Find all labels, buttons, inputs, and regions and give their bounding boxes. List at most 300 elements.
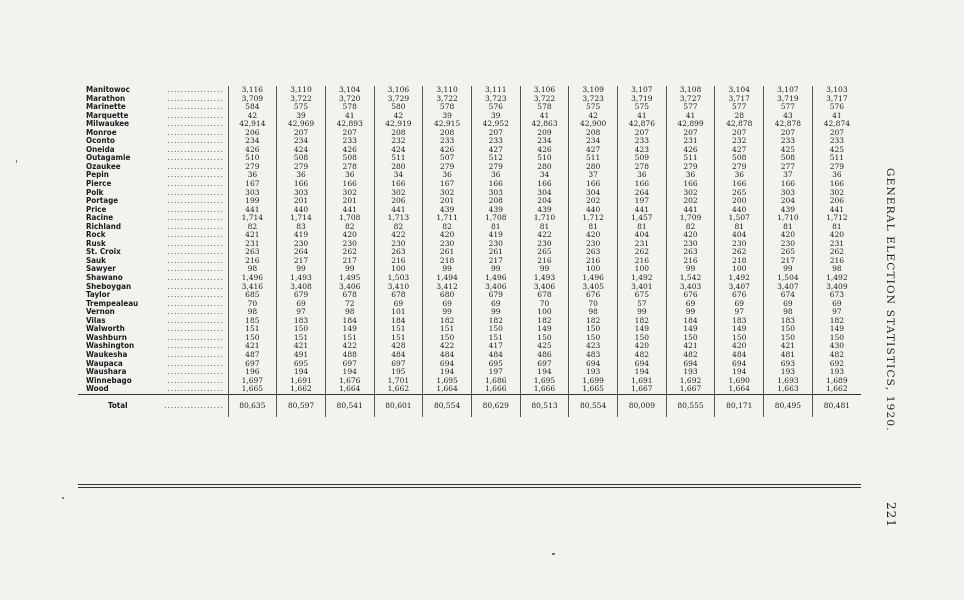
county-name-cell [78,103,228,112]
vote-count-cell: 3,104 [325,86,374,95]
dot-leader: ................. [167,120,224,129]
vote-count-cell: 183 [277,317,326,326]
county-name-cell [78,171,228,180]
table-row [78,240,861,249]
vote-count-cell: 98 [325,308,374,317]
total-value: 80,554 [423,394,472,417]
table-row [78,360,861,369]
county-name: Sheboygan [86,282,132,291]
county-name: Walworth [86,325,125,334]
vote-count-cell: 1,662 [277,385,326,394]
table-row [78,248,861,257]
vote-count-cell: 510 [520,154,569,163]
county-name: Vilas [86,316,106,325]
vote-count-cell: 3,109 [569,86,618,95]
vote-count-cell: 194 [715,368,764,377]
county-name: St. Croix [86,248,121,257]
vote-count-cell: 1,699 [569,377,618,386]
vote-count-cell: 1,666 [520,385,569,394]
dot-leader: ................. [167,376,224,385]
vote-count-cell: 100 [520,308,569,317]
vote-count-cell: 440 [277,206,326,215]
county-name-cell [78,351,228,360]
vote-count-cell: 427 [715,146,764,155]
vote-count-cell: 3,719 [764,95,813,104]
vote-count-cell: 279 [277,163,326,172]
vote-count-cell: 673 [812,291,861,300]
vote-count-cell: 185 [228,317,277,326]
vote-count-cell: 278 [325,163,374,172]
vote-count-cell: 404 [715,231,764,240]
vote-count-cell: 302 [325,189,374,198]
vote-count-cell: 201 [277,197,326,206]
vote-count-cell: 277 [764,163,813,172]
vote-count-cell: 694 [423,360,472,369]
table-row [78,214,861,223]
vote-count-cell: 42,969 [277,120,326,129]
vote-count-cell: 1,708 [325,214,374,223]
vote-count-cell: 584 [228,103,277,112]
table-row [78,291,861,300]
dot-leader: ................. [167,128,224,137]
vote-count-cell: 265 [715,189,764,198]
vote-count-cell: 36 [325,171,374,180]
vote-count-cell: 676 [569,291,618,300]
vote-count-cell: 420 [423,231,472,240]
dot-leader: ................. [167,350,224,359]
vote-count-cell: 201 [325,197,374,206]
vote-count-cell: 1,665 [569,385,618,394]
county-name-cell [78,189,228,198]
vote-count-cell: 424 [277,146,326,155]
vote-count-cell: 482 [666,351,715,360]
vote-count-cell: 3,407 [764,283,813,292]
county-name-cell [78,283,228,292]
vote-count-cell: 82 [423,223,472,232]
total-row [78,394,861,417]
vote-count-cell: 230 [520,240,569,249]
vote-count-cell: 484 [471,351,520,360]
vote-count-cell: 1,492 [715,274,764,283]
county-name-cell [78,377,228,386]
vote-count-cell: 82 [325,223,374,232]
vote-count-cell: 183 [715,317,764,326]
dot-leader: .................. [164,400,224,410]
vote-count-cell: 678 [520,291,569,300]
vote-count-cell: 303 [764,189,813,198]
vote-count-cell: 420 [666,231,715,240]
vote-count-cell: 98 [228,308,277,317]
vote-count-cell: 1,662 [812,385,861,394]
print-speck [16,160,17,163]
vote-count-cell: 262 [812,248,861,257]
table-row [78,86,861,95]
county-name: Ozaukee [86,162,121,171]
vote-count-cell: 3,406 [471,283,520,292]
table-row [78,146,861,155]
vote-count-cell: 149 [618,325,667,334]
dot-leader: ................. [167,299,224,308]
vote-count-cell: 230 [666,240,715,249]
county-name: Pierce [86,180,112,189]
dot-leader: ................. [167,222,224,231]
vote-count-cell: 511 [812,154,861,163]
vote-count-cell: 580 [374,103,423,112]
vote-count-cell: 1,665 [228,385,277,394]
vote-count-cell: 42,863 [520,120,569,129]
vote-count-cell: 420 [325,231,374,240]
vote-count-cell: 36 [666,171,715,180]
vote-count-cell: 425 [520,342,569,351]
vote-count-cell: 264 [618,189,667,198]
table-body [78,86,861,394]
vote-count-cell: 184 [325,317,374,326]
vote-count-cell: 151 [471,334,520,343]
vote-count-cell: 231 [666,137,715,146]
vote-count-cell: 69 [471,300,520,309]
vote-count-cell: 1,686 [471,377,520,386]
county-name: Shawano [86,274,123,283]
table-row [78,120,861,129]
total-value: 80,495 [764,394,813,417]
vote-count-cell: 263 [374,248,423,257]
vote-count-cell: 231 [618,240,667,249]
vote-count-cell: 28 [715,112,764,121]
vote-count-cell: 508 [764,154,813,163]
vote-count-cell: 423 [569,342,618,351]
vote-count-cell: 234 [277,137,326,146]
vote-count-cell: 41 [666,112,715,121]
vote-count-cell: 216 [812,257,861,266]
vote-count-cell: 302 [423,189,472,198]
vote-count-cell: 3,412 [423,283,472,292]
vote-count-cell: 42,876 [618,120,667,129]
county-name: Richland [86,222,121,231]
vote-count-cell: 3,403 [666,283,715,292]
vote-count-cell: 202 [666,197,715,206]
vote-count-cell: 193 [764,368,813,377]
dot-leader: ................. [167,180,224,189]
table-row [78,171,861,180]
vote-count-cell: 695 [277,360,326,369]
vote-count-cell: 150 [764,325,813,334]
vote-count-cell: 678 [374,291,423,300]
vote-count-cell: 194 [325,368,374,377]
table-row [78,197,861,206]
vote-count-cell: 1,667 [618,385,667,394]
table-row [78,334,861,343]
vote-count-cell: 302 [666,189,715,198]
vote-count-cell: 1,507 [715,214,764,223]
vote-count-cell: 216 [520,257,569,266]
vote-count-cell: 207 [666,129,715,138]
vote-count-cell: 150 [423,334,472,343]
vote-count-cell: 427 [569,146,618,155]
vote-count-cell: 577 [715,103,764,112]
vote-count-cell: 39 [423,112,472,121]
vote-count-cell: 42 [374,112,423,121]
vote-count-cell: 230 [277,240,326,249]
vote-count-cell: 72 [325,300,374,309]
vote-count-cell: 1,708 [471,214,520,223]
vote-count-cell: 265 [764,248,813,257]
table-row [78,163,861,172]
vote-count-cell: 36 [715,171,764,180]
vote-count-cell: 694 [715,360,764,369]
vote-count-cell: 3,723 [471,95,520,104]
county-name-cell [78,86,228,95]
vote-count-cell: 83 [277,223,326,232]
vote-count-cell: 576 [812,103,861,112]
vote-count-cell: 37 [569,171,618,180]
vote-count-cell: 3,722 [277,95,326,104]
total-label-cell [78,394,228,417]
vote-count-cell: 3,416 [228,283,277,292]
vote-count-cell: 150 [812,334,861,343]
county-name-cell [78,342,228,351]
vote-count-cell: 421 [764,342,813,351]
county-name-cell [78,180,228,189]
total-value: 80,635 [228,394,277,417]
vote-count-cell: 70 [569,300,618,309]
vote-count-cell: 426 [325,146,374,155]
vote-count-cell: 1,691 [618,377,667,386]
vote-count-cell: 508 [715,154,764,163]
vote-count-cell: 69 [715,300,764,309]
vote-count-cell: 441 [374,206,423,215]
vote-count-cell: 42,900 [569,120,618,129]
vote-count-cell: 193 [569,368,618,377]
vote-count-cell: 575 [618,103,667,112]
vote-count-cell: 419 [471,231,520,240]
vote-count-cell: 151 [277,334,326,343]
vote-count-cell: 193 [812,368,861,377]
county-name: Waukesha [86,350,128,359]
vote-count-cell: 82 [666,223,715,232]
vote-count-cell: 183 [764,317,813,326]
vote-count-cell: 426 [520,146,569,155]
county-name-cell [78,120,228,129]
vote-count-cell: 508 [277,154,326,163]
vote-count-cell: 230 [764,240,813,249]
county-name-cell [78,274,228,283]
county-name-cell [78,334,228,343]
vote-count-cell: 182 [618,317,667,326]
vote-count-cell: 303 [277,189,326,198]
vote-count-cell: 578 [520,103,569,112]
dot-leader: ................. [167,137,224,146]
vote-count-cell: 230 [325,240,374,249]
vote-count-cell: 99 [471,265,520,274]
vote-count-cell: 204 [764,197,813,206]
vote-count-cell: 149 [520,325,569,334]
table-row [78,129,861,138]
vote-count-cell: 1,496 [569,274,618,283]
dot-leader: ................. [167,205,224,214]
vote-count-cell: 233 [423,137,472,146]
vote-count-cell: 1,714 [277,214,326,223]
vote-count-cell: 695 [471,360,520,369]
vote-count-cell: 42,952 [471,120,520,129]
vote-count-cell: 81 [715,223,764,232]
vote-count-cell: 280 [374,163,423,172]
vote-count-cell: 1,701 [374,377,423,386]
county-name-cell [78,360,228,369]
county-name: Racine [86,214,114,223]
vote-count-cell: 150 [715,334,764,343]
vote-count-cell: 3,405 [569,283,618,292]
vote-count-cell: 680 [423,291,472,300]
vote-count-cell: 3,723 [569,95,618,104]
vote-count-cell: 193 [666,368,715,377]
vote-count-cell: 167 [423,180,472,189]
vote-count-cell: 509 [618,154,667,163]
vote-count-cell: 1,676 [325,377,374,386]
vote-count-cell: 42,893 [325,120,374,129]
vote-count-cell: 98 [228,265,277,274]
vote-count-cell: 98 [764,308,813,317]
vote-count-cell: 36 [471,171,520,180]
vote-count-cell: 511 [666,154,715,163]
vote-count-cell: 1,493 [277,274,326,283]
vote-count-cell: 149 [325,325,374,334]
vote-count-cell: 440 [715,206,764,215]
county-name-cell [78,300,228,309]
vote-count-cell: 421 [277,342,326,351]
total-value: 80,554 [569,394,618,417]
vote-count-cell: 575 [277,103,326,112]
vote-count-cell: 99 [520,265,569,274]
vote-count-cell: 204 [520,197,569,206]
vote-count-cell: 34 [374,171,423,180]
vote-count-cell: 507 [423,154,472,163]
vote-count-cell: 36 [812,171,861,180]
vote-count-cell: 233 [618,137,667,146]
vote-count-cell: 3,727 [666,95,715,104]
vote-count-cell: 484 [374,351,423,360]
vote-count-cell: 201 [423,197,472,206]
vote-count-cell: 42,878 [715,120,764,129]
dot-leader: ................. [167,325,224,334]
total-value: 80,555 [666,394,715,417]
table-row [78,137,861,146]
vote-count-cell: 1,695 [423,377,472,386]
vote-count-cell: 233 [325,137,374,146]
vote-count-cell: 202 [569,197,618,206]
vote-count-cell: 426 [228,146,277,155]
vote-count-cell: 100 [618,265,667,274]
vote-count-cell: 697 [325,360,374,369]
vote-count-cell: 577 [666,103,715,112]
vote-count-cell: 279 [715,163,764,172]
vote-count-cell: 1,663 [764,385,813,394]
vote-count-cell: 3,116 [228,86,277,95]
vote-count-cell: 150 [569,334,618,343]
vote-count-cell: 197 [471,368,520,377]
vote-count-cell: 36 [423,171,472,180]
vote-count-cell: 427 [471,146,520,155]
vote-count-cell: 425 [764,146,813,155]
dot-leader: ................. [167,291,224,300]
vote-count-cell: 3,410 [374,283,423,292]
vote-count-cell: 69 [277,300,326,309]
vote-count-cell: 166 [277,180,326,189]
vote-count-cell: 230 [715,240,764,249]
vote-count-cell: 3,717 [715,95,764,104]
county-name-cell [78,154,228,163]
vote-count-cell: 697 [374,360,423,369]
vote-count-cell: 230 [374,240,423,249]
table-row [78,308,861,317]
vote-count-cell: 693 [764,360,813,369]
vote-count-cell: 182 [471,317,520,326]
vote-count-cell: 37 [764,171,813,180]
vote-count-cell: 194 [423,368,472,377]
vote-count-cell: 1,712 [812,214,861,223]
vote-count-cell: 264 [277,248,326,257]
vote-count-cell: 3,108 [666,86,715,95]
vote-count-cell: 439 [764,206,813,215]
vote-count-cell: 41 [812,112,861,121]
dot-leader: ................. [167,103,224,112]
table-row [78,377,861,386]
vote-count-cell: 207 [471,129,520,138]
vote-count-cell: 232 [715,137,764,146]
vote-count-cell: 511 [374,154,423,163]
vote-count-cell: 261 [423,248,472,257]
vote-count-cell: 233 [812,137,861,146]
vote-count-cell: 150 [618,334,667,343]
vote-table [78,86,861,417]
vote-count-cell: 42 [228,112,277,121]
vote-count-cell: 69 [423,300,472,309]
county-name: Washburn [86,333,127,342]
county-name: Pepin [86,171,109,180]
vote-count-cell: 679 [471,291,520,300]
vote-count-cell: 1,693 [764,377,813,386]
vote-count-cell: 303 [471,189,520,198]
vote-count-cell: 1,666 [471,385,520,394]
county-name: Winnebago [86,376,132,385]
county-name-cell [78,197,228,206]
total-value: 80,597 [277,394,326,417]
vote-count-cell: 484 [423,351,472,360]
table-row [78,368,861,377]
county-name: Sawyer [86,265,116,274]
vote-count-cell: 81 [764,223,813,232]
table-row [78,325,861,334]
county-name: Portage [86,197,119,206]
total-value: 80,009 [618,394,667,417]
vote-count-cell: 216 [228,257,277,266]
vote-count-cell: 1,542 [666,274,715,283]
vote-count-cell: 217 [325,257,374,266]
dot-leader: ................. [167,316,224,325]
vote-count-cell: 423 [618,146,667,155]
vote-count-cell: 426 [423,146,472,155]
vote-count-cell: 197 [618,197,667,206]
vote-count-cell: 34 [520,171,569,180]
vote-count-cell: 101 [374,308,423,317]
vote-count-cell: 69 [764,300,813,309]
vote-count-cell: 182 [423,317,472,326]
vote-count-cell: 302 [374,189,423,198]
vote-count-cell: 208 [471,197,520,206]
county-name-cell [78,146,228,155]
county-name: Sauk [86,256,106,265]
vote-count-cell: 676 [715,291,764,300]
vote-count-cell: 150 [277,325,326,334]
